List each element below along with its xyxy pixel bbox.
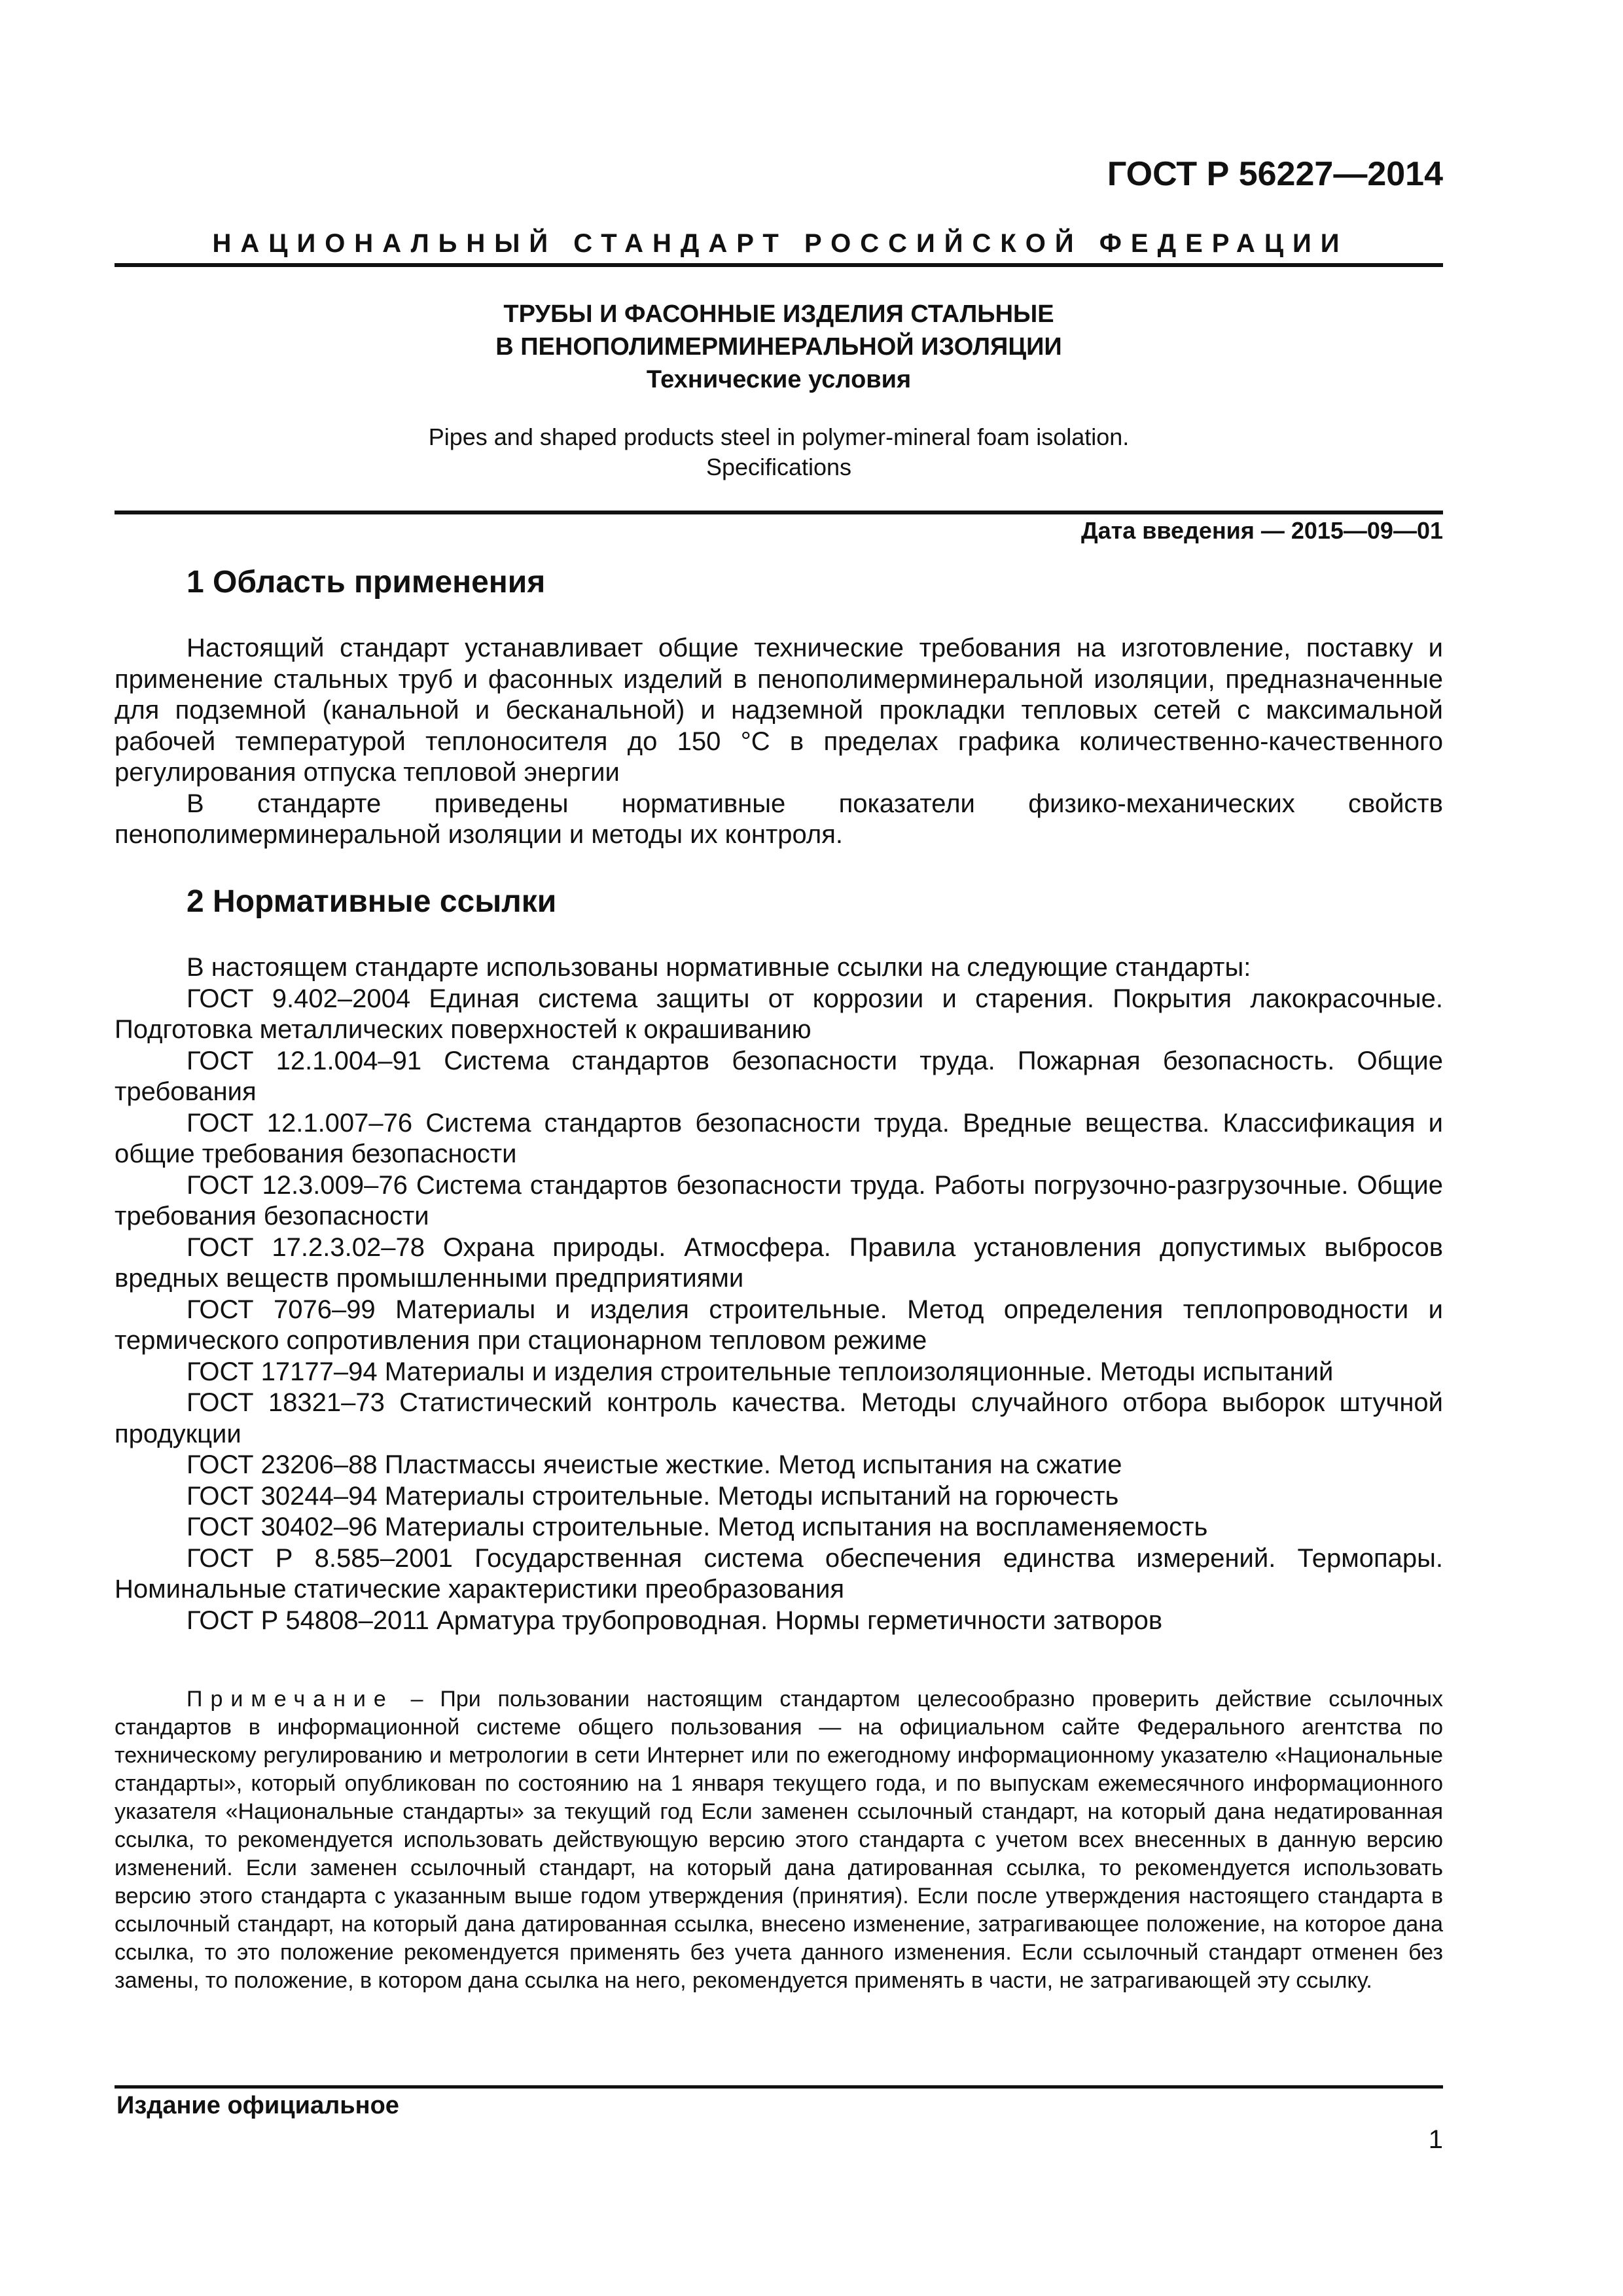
section-1-body (115, 633, 1443, 851)
english-title-line-1: Pipes and shaped products steel in polymer-mineral foam isolation. (428, 423, 1130, 450)
section-2-body (115, 952, 1443, 1636)
english-title (115, 422, 1443, 482)
reference-item: ГОСТ 23206–88 Пластмассы ячеистые жесткие. Метод испытания на сжатие (187, 1450, 1122, 1479)
title-line-3: Технические условия (646, 366, 912, 393)
note-label: Примечание (187, 1687, 394, 1712)
national-standard-banner: НАЦИОНАЛЬНЫЙ СТАНДАРТ РОССИЙСКОЙ ФЕДЕРАЦИИ (212, 229, 1349, 258)
reference-item: ГОСТ Р 8.585–2001 Государственная система обеспечения единства измерений. Термопары. Номинальные статические характеристики преобразования (115, 1543, 1443, 1604)
reference-item: ГОСТ 12.3.009–76 Система стандартов безопасности труда. Работы погрузочно-разгрузочные. Общие требования безопасности (115, 1170, 1443, 1230)
english-title-line-2: Specifications (705, 454, 852, 480)
header-divider (115, 263, 1443, 267)
section-2-heading: 2 Нормативные ссылки (187, 884, 557, 919)
title-divider (115, 511, 1443, 514)
references-intro: В настоящем стандарте использованы нормативные ссылки на следующие стандарты: (187, 953, 1251, 982)
footer-divider (115, 2085, 1443, 2089)
note-block (115, 1685, 1443, 1995)
reference-item: ГОСТ 17.2.3.02–78 Охрана природы. Атмосфера. Правила установления допустимых выбросов вредных веществ промышленными предприятиями (115, 1232, 1443, 1293)
reference-item: ГОСТ Р 54808–2011 Арматура трубопроводная. Нормы герметичности затворов (187, 1605, 1163, 1635)
note-text: – При пользовании настоящим стандартом целесообразно проверить действие ссылочных стандартов в информационной системе общего пользования — на официальном сайте Федерального агентства по техническому регулированию и метрологии в сети Интернет или по ежегодному информационному указателю «Национальные стандарты», который опубликован по состоянию на 1 января текущего года, и по выпускам ежемесячного информационного указателя «Национальные стандарты» за текущий год Если заменен ссылочный стандарт, на который дана недатированная ссылка, то рекомендуется использовать действующую версию этого стандарта с учетом всех внесенных в данную версию изменений. Если заменен ссылочный стандарт, на который дана датированная ссылка, то рекомендуется использовать версию этого стандарта с указанным выше годом утверждения (принятия). Если после утверждения настоящего стандарта в ссылочный стандарт, на который дана датированная ссылка, внесено изменение, затрагивающее положение, на которое дана ссылка, то это положение рекомендуется применять без учета данного изменения. Если ссылочный стандарт отменен без замены, то положение, в котором дана ссылка на него, рекомендуется применять в части, не затрагивающей эту ссылку. (115, 1687, 1443, 1993)
page-number: 1 (1428, 2125, 1443, 2154)
paragraph: Настоящий стандарт устанавливает общие технические требования на изготовление, поставку и применение стальных труб и фасонных изделий в пенополимерминеральной изоляции, предназначенные для подземной (канальной и бесканальной) и надземной прокладки тепловых сетей с максимальной рабочей температурой теплоносителя до 150 °С в пределах графика количественно-качественного регулирования отпуска тепловой энергии (115, 634, 1443, 787)
document-title (115, 298, 1443, 396)
reference-item: ГОСТ 18321–73 Статистический контроль качества. Методы случайного отбора выборок штучной продукции (115, 1388, 1443, 1448)
reference-item: ГОСТ 12.1.004–91 Система стандартов безопасности труда. Пожарная безопасность. Общие требования (115, 1046, 1443, 1106)
introduction-date: Дата введения — 2015—09—01 (1080, 517, 1443, 544)
document-number: ГОСТ Р 56227—2014 (1107, 155, 1443, 193)
reference-item: ГОСТ 17177–94 Материалы и изделия строительные теплоизоляционные. Методы испытаний (187, 1357, 1334, 1386)
reference-item: ГОСТ 7076–99 Материалы и изделия строительные. Метод определения теплопроводности и термического сопротивления при стационарном тепловом режиме (115, 1295, 1443, 1355)
edition-label: Издание официальное (116, 2092, 399, 2119)
title-line-1: ТРУБЫ И ФАСОННЫЕ ИЗДЕЛИЯ СТАЛЬНЫЕ (503, 300, 1054, 328)
paragraph: В стандарте приведены нормативные показатели физико-механических свойств пенополимерминеральной изоляции и методы их контроля. (115, 789, 1443, 849)
reference-item: ГОСТ 30244–94 Материалы строительные. Методы испытаний на горючесть (187, 1481, 1119, 1511)
reference-item: ГОСТ 12.1.007–76 Система стандартов безопасности труда. Вредные вещества. Классификация и общие требования безопасности (115, 1108, 1443, 1168)
reference-item: ГОСТ 9.402–2004 Единая система защиты от коррозии и старения. Покрытия лакокрасочные. Подготовка металлических поверхностей к окрашиванию (115, 984, 1443, 1044)
section-1-heading: 1 Область применения (187, 565, 546, 600)
reference-item: ГОСТ 30402–96 Материалы строительные. Метод испытания на воспламеняемость (187, 1513, 1208, 1541)
title-line-2: В ПЕНОПОЛИМЕРМИНЕРАЛЬНОЙ ИЗОЛЯЦИИ (495, 333, 1062, 361)
